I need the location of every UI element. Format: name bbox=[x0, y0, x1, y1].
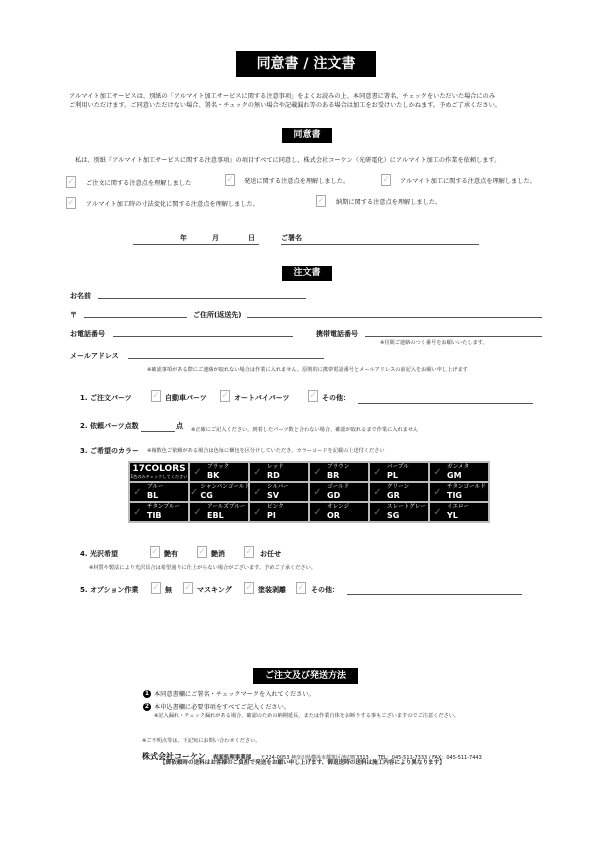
check-icon[interactable]: ✓ bbox=[250, 503, 265, 521]
q4-note: ※材質や製法により光沢具合は希望通りに仕上がらない場合がございます。予めご了承ください。 bbox=[89, 565, 316, 571]
check-icon[interactable]: ✓ bbox=[430, 483, 445, 501]
q1-checkbox-other[interactable] bbox=[308, 390, 318, 402]
color-name: アールズブルー bbox=[207, 504, 246, 510]
color-label bbox=[265, 483, 289, 501]
consent-checkbox-2[interactable] bbox=[225, 174, 235, 186]
q5-option-masking: マスキング bbox=[197, 586, 232, 594]
color-name: シルバー bbox=[267, 484, 289, 490]
q2-count-field[interactable] bbox=[141, 431, 175, 432]
check-icon[interactable]: ✓ bbox=[250, 463, 265, 481]
color-label bbox=[265, 463, 284, 481]
color-label bbox=[198, 483, 250, 501]
inquiry-note: ※ご不明点等は、下記宛にお問い合わせください。 bbox=[142, 738, 261, 744]
check-icon[interactable]: ✓ bbox=[190, 503, 205, 521]
q2-unit: 点 bbox=[176, 422, 183, 430]
color-code: OR bbox=[327, 511, 340, 520]
zip-label: 〒 bbox=[70, 311, 77, 319]
color-code: TIG bbox=[447, 491, 462, 500]
q5-checkbox-other[interactable] bbox=[296, 582, 306, 594]
color-option-cg[interactable] bbox=[190, 483, 251, 501]
q2-note: ※正確にご記入ください。到着したパーツ数と合わない場合、確認が取れるまで作業に入れません bbox=[191, 427, 419, 433]
mobile-field[interactable] bbox=[365, 336, 542, 337]
color-option-or[interactable] bbox=[310, 503, 368, 521]
order-heading: 注文書 bbox=[282, 266, 332, 281]
q5-checkbox-none[interactable] bbox=[151, 582, 161, 594]
color-name: ブラウン bbox=[327, 464, 350, 470]
color-option-bl[interactable] bbox=[130, 483, 188, 501]
color-option-pi[interactable] bbox=[250, 503, 308, 521]
color-code: GD bbox=[327, 491, 341, 500]
step-number-icon: 2 bbox=[144, 703, 150, 710]
q1-option-moto: オートバイパーツ bbox=[234, 394, 290, 402]
color-name: ガンメタ bbox=[447, 464, 470, 470]
color-code: SG bbox=[387, 511, 400, 520]
color-option-pl[interactable] bbox=[370, 463, 428, 481]
q4-option-matte: 艶消 bbox=[211, 550, 225, 558]
name-label: お名前 bbox=[70, 292, 91, 300]
color-name: ピンク bbox=[267, 504, 284, 510]
consent-check-label-3: アルマイト加工に関する注意点を理解しました。 bbox=[400, 178, 536, 185]
phone-field[interactable] bbox=[113, 336, 293, 337]
consent-checkbox-3[interactable] bbox=[381, 174, 391, 186]
check-icon[interactable]: ✓ bbox=[130, 503, 145, 521]
q5-other-field[interactable] bbox=[347, 594, 522, 595]
color-name: イエロー bbox=[447, 504, 470, 510]
color-label bbox=[145, 503, 180, 521]
check-icon: ✓ bbox=[67, 176, 75, 187]
check-icon[interactable]: ✓ bbox=[370, 503, 385, 521]
q5-option-other: その他： bbox=[311, 586, 339, 594]
color-option-gm[interactable] bbox=[430, 463, 488, 481]
check-icon[interactable]: ✓ bbox=[190, 463, 205, 481]
intro-line-2: ご利用いただけます。ご同意いただけない場合、署名・チェックの無い場合や記載漏れ等のある場合は加工をお受けいたしかねます。予めご了承ください。 bbox=[69, 102, 501, 109]
consent-check-label-5: 納期に関する注意点を理解しました。 bbox=[336, 199, 442, 206]
address-label: ご住所(返送先) bbox=[193, 311, 242, 319]
check-icon: ✓ bbox=[226, 174, 234, 185]
color-label bbox=[445, 483, 486, 501]
color-name: シャンパンゴールド bbox=[200, 484, 251, 490]
color-name: ブラック bbox=[207, 464, 230, 470]
color-name: スレートグレー bbox=[387, 504, 427, 510]
color-option-tib[interactable] bbox=[130, 503, 188, 521]
color-option-yl[interactable] bbox=[430, 503, 488, 521]
consent-statement: 私は、別紙『アルマイト加工サービスに関する注意事項』の項目すべてに同意し、株式会社コーケン（光研電化）にアルマイト加工の作業を依頼します。 bbox=[75, 157, 501, 164]
check-icon[interactable]: ✓ bbox=[190, 483, 198, 501]
consent-check-label-1: ご注文に関する注意点を理解しました bbox=[86, 180, 192, 187]
zip-field[interactable] bbox=[84, 317, 187, 318]
shipping-note: 【御依頼時の送料はお客様のご負担で発送をお願い申し上げます、御返送時の送料は施工内容により異なります】 bbox=[160, 760, 445, 766]
color-grid bbox=[128, 461, 490, 523]
q1-option-auto: 自動車パーツ bbox=[165, 394, 207, 402]
consent-check-label-2: 発送に関する注意点を理解しました。 bbox=[244, 178, 350, 185]
check-icon[interactable]: ✓ bbox=[310, 503, 325, 521]
color-label bbox=[265, 503, 284, 521]
color-option-gd[interactable] bbox=[310, 483, 368, 501]
check-icon: ✓ bbox=[184, 582, 192, 593]
color-code: GM bbox=[447, 471, 462, 480]
color-code: RD bbox=[267, 471, 280, 480]
check-icon[interactable]: ✓ bbox=[310, 483, 325, 501]
color-code: TIB bbox=[147, 511, 162, 520]
colors-count-title: 17COLORS bbox=[132, 464, 186, 474]
colors-instruction: 1色のみチェックしてください bbox=[130, 474, 188, 479]
mobile-label: 携帯電話番号 bbox=[316, 330, 358, 338]
check-icon: ✓ bbox=[309, 390, 317, 401]
date-field[interactable] bbox=[133, 244, 259, 245]
color-label bbox=[325, 463, 349, 481]
company-address: 〒224-0053 神奈川県横浜市都筑区池辺町3313 bbox=[260, 755, 369, 761]
color-name: グリーン bbox=[387, 484, 410, 490]
color-label bbox=[325, 503, 349, 521]
check-icon[interactable]: ✓ bbox=[130, 483, 145, 501]
color-name: ブルー bbox=[147, 484, 164, 490]
q5-option-strip: 塗装剥離 bbox=[258, 586, 286, 594]
instructions-heading: ご注文及び発送方法 bbox=[253, 668, 358, 684]
color-code: CG bbox=[200, 491, 213, 500]
color-option-tig[interactable] bbox=[430, 483, 488, 501]
color-label bbox=[445, 463, 469, 481]
color-option-sv[interactable] bbox=[250, 483, 308, 501]
check-icon: ✓ bbox=[152, 582, 160, 593]
q3-label: 3. ご希望のカラー bbox=[80, 447, 139, 455]
color-code: BR bbox=[327, 471, 340, 480]
color-name: オレンジ bbox=[327, 504, 350, 510]
color-option-sg[interactable] bbox=[370, 503, 428, 521]
contact-note: ※確認事項がある際にご連絡が取れない場合は作業に入れません。原則的に携帯電話番号とメールアドレスの前記入をお願い申し上げます bbox=[147, 367, 468, 373]
email-label: メールアドレス bbox=[70, 352, 119, 360]
q2-label: 2. 依頼パーツ点数 bbox=[80, 422, 139, 430]
date-month-label: 月 bbox=[212, 234, 219, 242]
check-icon: ✓ bbox=[382, 174, 390, 185]
step-number-icon: 1 bbox=[144, 690, 150, 697]
color-label bbox=[445, 503, 469, 521]
q3-note: ※複数色ご依頼がある場合は色毎に梱包を区分けしていただき、カラーコードを記載の上送付ください bbox=[147, 448, 385, 454]
color-name: ゴールド bbox=[327, 484, 350, 490]
q4-checkbox-any[interactable] bbox=[244, 546, 254, 558]
check-icon[interactable]: ✓ bbox=[370, 463, 385, 481]
check-icon[interactable]: ✓ bbox=[430, 503, 445, 521]
check-icon[interactable]: ✓ bbox=[250, 483, 265, 501]
color-code: BL bbox=[147, 491, 159, 500]
color-name: レッド bbox=[267, 464, 284, 470]
company-dept: 表面処理事業部 bbox=[212, 755, 252, 761]
check-icon: ✓ bbox=[198, 546, 206, 557]
check-icon: ✓ bbox=[221, 390, 229, 401]
color-option-bk[interactable] bbox=[190, 463, 248, 481]
q4-option-gloss: 艶有 bbox=[164, 550, 178, 558]
color-name: チタンゴールド bbox=[447, 484, 486, 490]
check-icon: ✓ bbox=[151, 546, 159, 557]
date-year-label: 年 bbox=[180, 234, 187, 242]
signature-field[interactable] bbox=[281, 244, 479, 245]
color-label bbox=[145, 483, 164, 501]
instruction-step-1 bbox=[143, 689, 315, 698]
consent-checkbox-5[interactable] bbox=[316, 195, 326, 207]
color-option-gr[interactable] bbox=[370, 483, 428, 501]
q5-checkbox-masking[interactable] bbox=[183, 582, 193, 594]
address-field[interactable] bbox=[247, 317, 542, 318]
check-icon: ✓ bbox=[297, 582, 305, 593]
color-option-br[interactable] bbox=[310, 463, 368, 481]
mobile-note: ※昼間ご連絡のつく番号をお願いいたします。 bbox=[380, 340, 488, 346]
consent-heading: 同意書 bbox=[282, 128, 332, 143]
q1-checkbox-auto[interactable] bbox=[151, 390, 161, 402]
color-label bbox=[205, 463, 229, 481]
color-option-rd[interactable] bbox=[250, 463, 308, 481]
step-1-text: 本同意書欄にご署名・チェックマークを入れてください。 bbox=[154, 691, 315, 698]
check-icon[interactable]: ✓ bbox=[310, 463, 325, 481]
check-icon: ✓ bbox=[152, 390, 160, 401]
q1-option-other: その他： bbox=[322, 394, 350, 402]
email-field[interactable] bbox=[128, 358, 324, 359]
signature-label: ご署名 bbox=[281, 234, 302, 242]
q4-checkbox-matte[interactable] bbox=[197, 546, 207, 558]
consent-checkbox-4[interactable] bbox=[66, 197, 76, 209]
color-code: BK bbox=[207, 471, 220, 480]
check-icon[interactable]: ✓ bbox=[370, 483, 385, 501]
color-code: EBL bbox=[207, 511, 224, 520]
color-label bbox=[385, 463, 409, 481]
q1-checkbox-moto[interactable] bbox=[220, 390, 230, 402]
step-2-note: ※記入漏れ・チェック漏れがある場合、確認のための納期延長、または作業自体をお断りする事もございますのでご注意ください。 bbox=[154, 713, 460, 719]
intro-line-1: アルマイト加工サービスは、別紙の「アルマイト加工サービスに関する注意事項」をよくお読みの上、本同意書に署名、チェックをいただいた場合にのみ bbox=[69, 93, 496, 100]
company-tel: TEL：045-511-7333 / FAX：045-511-7443 bbox=[377, 755, 482, 761]
check-icon: ✓ bbox=[67, 197, 75, 208]
check-icon[interactable]: ✓ bbox=[430, 463, 445, 481]
q5-option-none: 無 bbox=[165, 586, 172, 594]
check-icon: ✓ bbox=[317, 195, 325, 206]
name-field[interactable] bbox=[98, 298, 306, 299]
q4-label: 4. 光沢希望 bbox=[80, 550, 118, 558]
q4-checkbox-gloss[interactable] bbox=[150, 546, 160, 558]
company-name: 株式会社コーケン bbox=[142, 752, 206, 761]
color-label bbox=[385, 483, 409, 501]
color-label bbox=[325, 483, 349, 501]
q4-option-any: お任せ bbox=[260, 550, 281, 558]
q5-checkbox-strip[interactable] bbox=[244, 582, 254, 594]
color-code: GR bbox=[387, 491, 400, 500]
color-label bbox=[385, 503, 426, 521]
color-code: YL bbox=[447, 511, 458, 520]
date-day-label: 日 bbox=[248, 234, 255, 242]
color-code: SV bbox=[267, 491, 279, 500]
q1-label: 1. ご注文パーツ bbox=[80, 394, 132, 402]
color-option-ebl[interactable] bbox=[190, 503, 248, 521]
page-title: 同意書 / 注文書 bbox=[236, 51, 376, 77]
color-name: パープル bbox=[387, 464, 409, 470]
consent-check-label-4: アルマイト加工時の寸法変化に関する注意点を理解しました。 bbox=[86, 201, 259, 208]
color-code: PI bbox=[267, 511, 276, 520]
check-icon: ✓ bbox=[245, 582, 253, 593]
color-grid-header bbox=[130, 463, 188, 481]
instruction-step-2 bbox=[143, 702, 290, 711]
color-label bbox=[205, 503, 246, 521]
q1-other-field[interactable] bbox=[358, 403, 533, 404]
color-name: チタンブルー bbox=[147, 504, 181, 510]
q5-label: 5. オプション作業 bbox=[80, 586, 139, 594]
phone-label: お電話番号 bbox=[70, 330, 105, 338]
color-code: PL bbox=[387, 471, 398, 480]
check-icon: ✓ bbox=[245, 546, 253, 557]
consent-checkbox-1[interactable] bbox=[66, 176, 76, 188]
step-2-text: 本申込書欄に必要事項をすべてご記入ください。 bbox=[154, 704, 290, 711]
